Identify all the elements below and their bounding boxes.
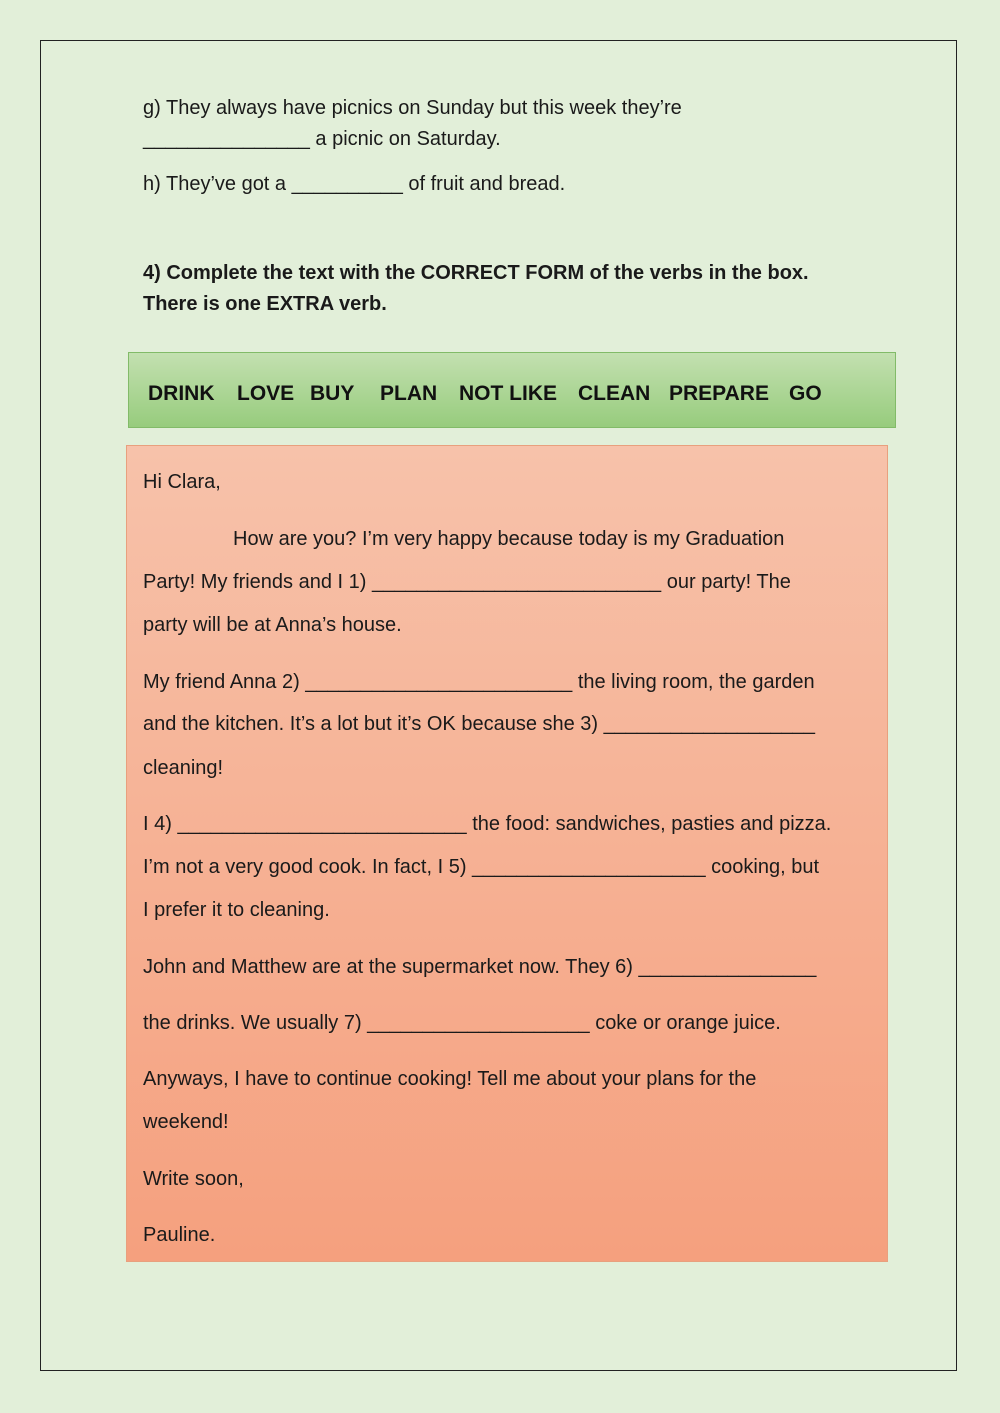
- letter-greeting: Hi Clara,: [143, 471, 221, 493]
- question-g-line1: g) They always have picnics on Sunday but this week they’re: [143, 97, 682, 119]
- letter-closing: Write soon,: [143, 1168, 244, 1190]
- verb-clean: CLEAN: [578, 382, 651, 405]
- letter-line: How are you? I’m very happy because today is my Graduation: [233, 528, 785, 550]
- letter-line: I prefer it to cleaning.: [143, 899, 330, 921]
- letter-line: My friend Anna 2) ________________________ the living room, the garden: [143, 671, 815, 693]
- letter-line: I’m not a very good cook. In fact, I 5) _____________________ cooking, but: [143, 856, 820, 878]
- exercise4-instruction-line2: There is one EXTRA verb.: [143, 293, 387, 315]
- verb-prepare: PREPARE: [669, 382, 769, 405]
- question-h: h) They’ve got a __________ of fruit and bread.: [143, 173, 566, 195]
- letter-box: [126, 445, 888, 1262]
- letter-line: the drinks. We usually 7) ____________________ coke or orange juice.: [143, 1012, 781, 1034]
- verb-not-like: NOT LIKE: [459, 382, 557, 405]
- exercise4-instruction-line1: 4) Complete the text with the CORRECT FORM of the verbs in the box.: [143, 262, 809, 284]
- letter-line: party will be at Anna’s house.: [143, 614, 402, 636]
- letter-line: and the kitchen. It’s a lot but it’s OK because she 3) ___________________: [143, 713, 815, 735]
- letter-line: Anyways, I have to continue cooking! Tell me about your plans for the: [143, 1068, 757, 1090]
- verb-box: [128, 352, 896, 428]
- letter-line: Party! My friends and I 1) __________________________ our party! The: [143, 571, 791, 593]
- verb-go: GO: [789, 382, 822, 405]
- question-g-line2: _______________ a picnic on Saturday.: [143, 128, 501, 150]
- verb-plan: PLAN: [380, 382, 438, 405]
- letter-line: weekend!: [143, 1111, 229, 1133]
- verb-love: LOVE: [237, 382, 295, 405]
- letter-line: I 4) __________________________ the food: sandwiches, pasties and pizza.: [143, 813, 832, 835]
- verb-buy: BUY: [310, 382, 355, 405]
- verb-drink: DRINK: [148, 382, 215, 405]
- letter-line: John and Matthew are at the supermarket now. They 6) ________________: [143, 956, 817, 978]
- letter-signature: Pauline.: [143, 1224, 216, 1246]
- letter-line: cleaning!: [143, 757, 224, 779]
